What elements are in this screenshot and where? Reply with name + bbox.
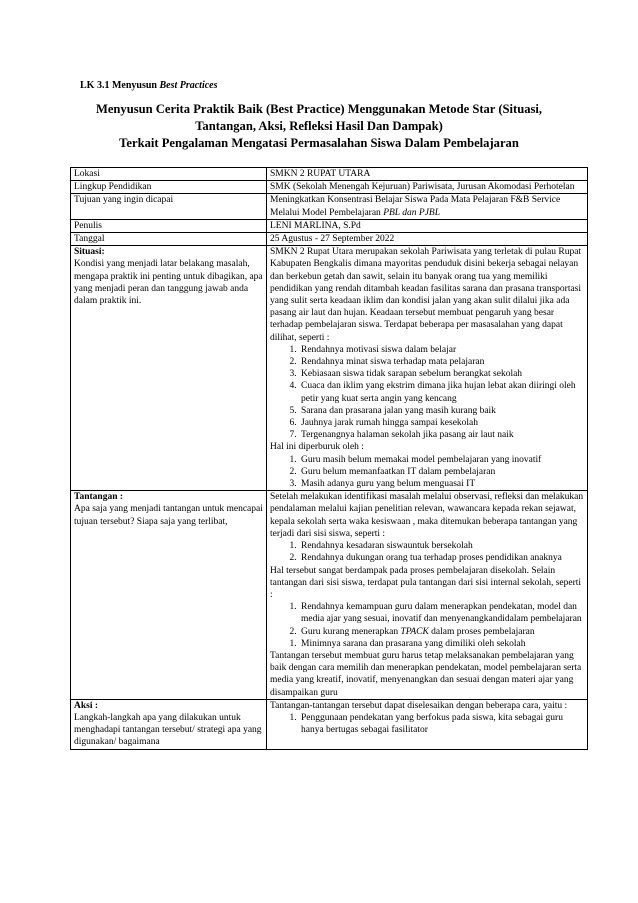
situasi-right [267,246,588,491]
lk-italic: Best Practices [159,80,218,91]
aksi-left [71,699,267,749]
tujuan-italic: PBL dan PJBL [383,207,441,218]
row-tujuan [71,194,588,219]
aksi-desc: Langkah-langkah apa yang dilakukan untuk menghadapi tantangan tersebut/ strategi apa yang digunakan/ bagaimana [74,712,262,748]
row-lingkup [71,181,588,194]
situasi-desc: Kondisi yang menjadi latar belakang masalah, mengapa praktik ini penting untuk dibagikan, apa yang menjadi peran dan tanggung jawab anda dalam praktik ini. [74,259,263,307]
tantangan-list-3 [270,638,584,650]
situasi-left [71,246,267,491]
label-tujuan: Tujuan yang ingin dicapai [71,194,267,219]
list-text: Guru kurang menerapkan [301,626,399,637]
row-aksi [71,699,588,749]
lk-prefix: LK 3.1 Menyusun [80,80,157,91]
aksi-label: Aksi : [74,700,99,711]
list-item: 1. Guru masih belum memakai model pembelajaran yang inovatif [299,454,584,466]
best-practice-table [70,167,588,750]
list-text: dalam proses pembelajaran [431,626,535,637]
tantangan-mid: Hal tersebut sangat berdampak pada proses pembelajaran disekolah. Selain tantangan dari sisi siswa, terdapat pula tantangan dari sisi internal sekolah, seperti : [270,565,582,600]
row-penulis [71,219,588,232]
label-lingkup: Lingkup Pendidikan [71,181,267,194]
list-item: 2. Rendahnya dukungan orang tua terhadap proses pendidikan anaknya [299,552,584,564]
document-title [72,101,566,152]
tantangan-right [267,491,588,699]
list-item: 7. Tergenangnya halaman sekolah jika pasang air laut naik [299,429,584,441]
list-item: 3. Masih adanya guru yang belum menguasai IT [299,478,584,490]
value-penulis: LENI MARLINA, S.Pd [267,219,588,232]
row-situasi [71,246,588,491]
aksi-right [267,699,588,749]
list-item: 5. Sarana dan prasarana jalan yang masih kurang baik [299,405,584,417]
title-line-1: Menyusun Cerita Praktik Baik (Best Practice) Menggunakan Metode Star (Situasi, [95,102,543,116]
list-item: 1. Minimnya sarana dan prasarana yang dimiliki oleh sekolah [299,638,584,650]
list-item: 1. Rendahnya kesadaran siswauntuk bersekolah [299,540,584,552]
label-tanggal: Tanggal [71,233,267,246]
row-tantangan [71,491,588,699]
lk-heading [80,80,218,91]
list-item: 2. Guru belum memanfaatkan IT dalam pembelajaran [299,466,584,478]
value-lingkup: SMK (Sekolah Menengah Kejuruan) Pariwisata, Jurusan Akomodasi Perhotelan [267,181,588,194]
row-tanggal [71,233,588,246]
label-lokasi: Lokasi [71,168,267,181]
tantangan-label: Tantangan : [74,492,124,503]
tujuan-text: Meningkatkan Konsentrasi Belajar Siswa Pada Mata Pelajaran F&B Service Melalui Model Pembelajaran [270,195,561,218]
tantangan-list-1 [270,540,584,564]
situasi-list-2 [270,454,584,491]
list-item: 1. Rendahnya kemampuan guru dalam menerapkan pendekatan, model dan media ajar yang sesuai, inovatif dan menyenangkandidalam pembelajaran [299,601,584,625]
tantangan-desc: Apa saja yang menjadi tantangan untuk mencapai tujuan tersebut? Siapa saja yang terlibat, [74,504,263,527]
situasi-mid: Hal ini diperburuk oleh : [270,442,364,453]
title-line-2: Tantangan, Aksi, Refleksi Hasil Dan Dampak) [195,119,443,133]
aksi-intro: Tantangan-tantangan tersebut dapat diselesaikan dengan beberapa cara, yaitu : [270,700,568,711]
list-item: 1. Penggunaan pendekatan yang berfokus pada siswa, kita sebagai guru hanya bertugas sebagai fasilitator [299,712,584,736]
list-item: 4. Cuaca dan iklim yang ekstrim dimana jika hujan lebat akan diiringi oleh petir yang kuat serta angin yang kencang [299,380,584,404]
value-tanggal: 25 Agustus - 27 September 2022 [267,233,588,246]
tantangan-left [71,491,267,699]
list-item: 1. Rendahnya motivasi siswa dalam belajar [299,344,584,356]
situasi-label: Situasi: [74,247,105,258]
label-penulis: Penulis [71,219,267,232]
list-item: 6. Jauhnya jarak rumah hingga sampai kesekolah [299,417,584,429]
tantangan-intro: Setelah melakukan identifikasi masalah melalui observasi, refleksi dan melakukan pendalaman melalui kajian penelitian relevan, wawancara kepada rekan sejawat, kepala sekolah serta waka kesiswaan , maka ditemukan beberapa tantangan yang terjadi dari sisi siswa, seperti : [270,492,584,539]
list-item: 2. Rendahnya minat siswa terhadap mata pelajaran [299,356,584,368]
tantangan-list-2 [270,601,584,638]
list-item [299,626,584,638]
value-tujuan [267,194,588,219]
aksi-list-1 [270,712,584,736]
situasi-intro: SMKN 2 Rupat Utara merupakan sekolah Pariwisata yang terletak di pulau Rupat Kabupaten Bengkalis dimana mayoritas penduduk disini bekerja sebagai nelayan dan berkebun getah dan sawit, selain itu banyak orang tua yang memiliki pendidikan yang rendah ditambah keadan fasilitas sarana dan prasana transportasi yang sulit serta keadaan iklim dan kondisi jalan yang akan sulit dilalui jika ada pasang air laut dan hujan. Keadaan tersebut membuat pengaruh yang besar terhadap pembelajaran siswa. Terdapat beberapa per masasalahan yang dapat dilihat, seperti : [270,247,582,343]
situasi-list-1 [270,344,584,442]
list-item: 3. Kebiasaan siswa tidak sarapan sebelum berangkat sekolah [299,368,584,380]
tpack-italic: TPACK [400,626,429,637]
value-lokasi: SMKN 2 RUPAT UTARA [267,168,588,181]
tantangan-outro: Tantangan tersebut membuat guru harus tetap melaksanakan pembelajaran yang baik dengan cara memilih dan menerapkan pendekatan, model pembelajaran serta media yang kreatif, inovatif, menyenangkan dan sesuai dengan materi ajar yang disampaikan guru [270,650,582,698]
title-line-3: Terkait Pengalaman Mengatasi Permasalahan Siswa Dalam Pembelajaran [119,136,519,150]
row-lokasi [71,168,588,181]
